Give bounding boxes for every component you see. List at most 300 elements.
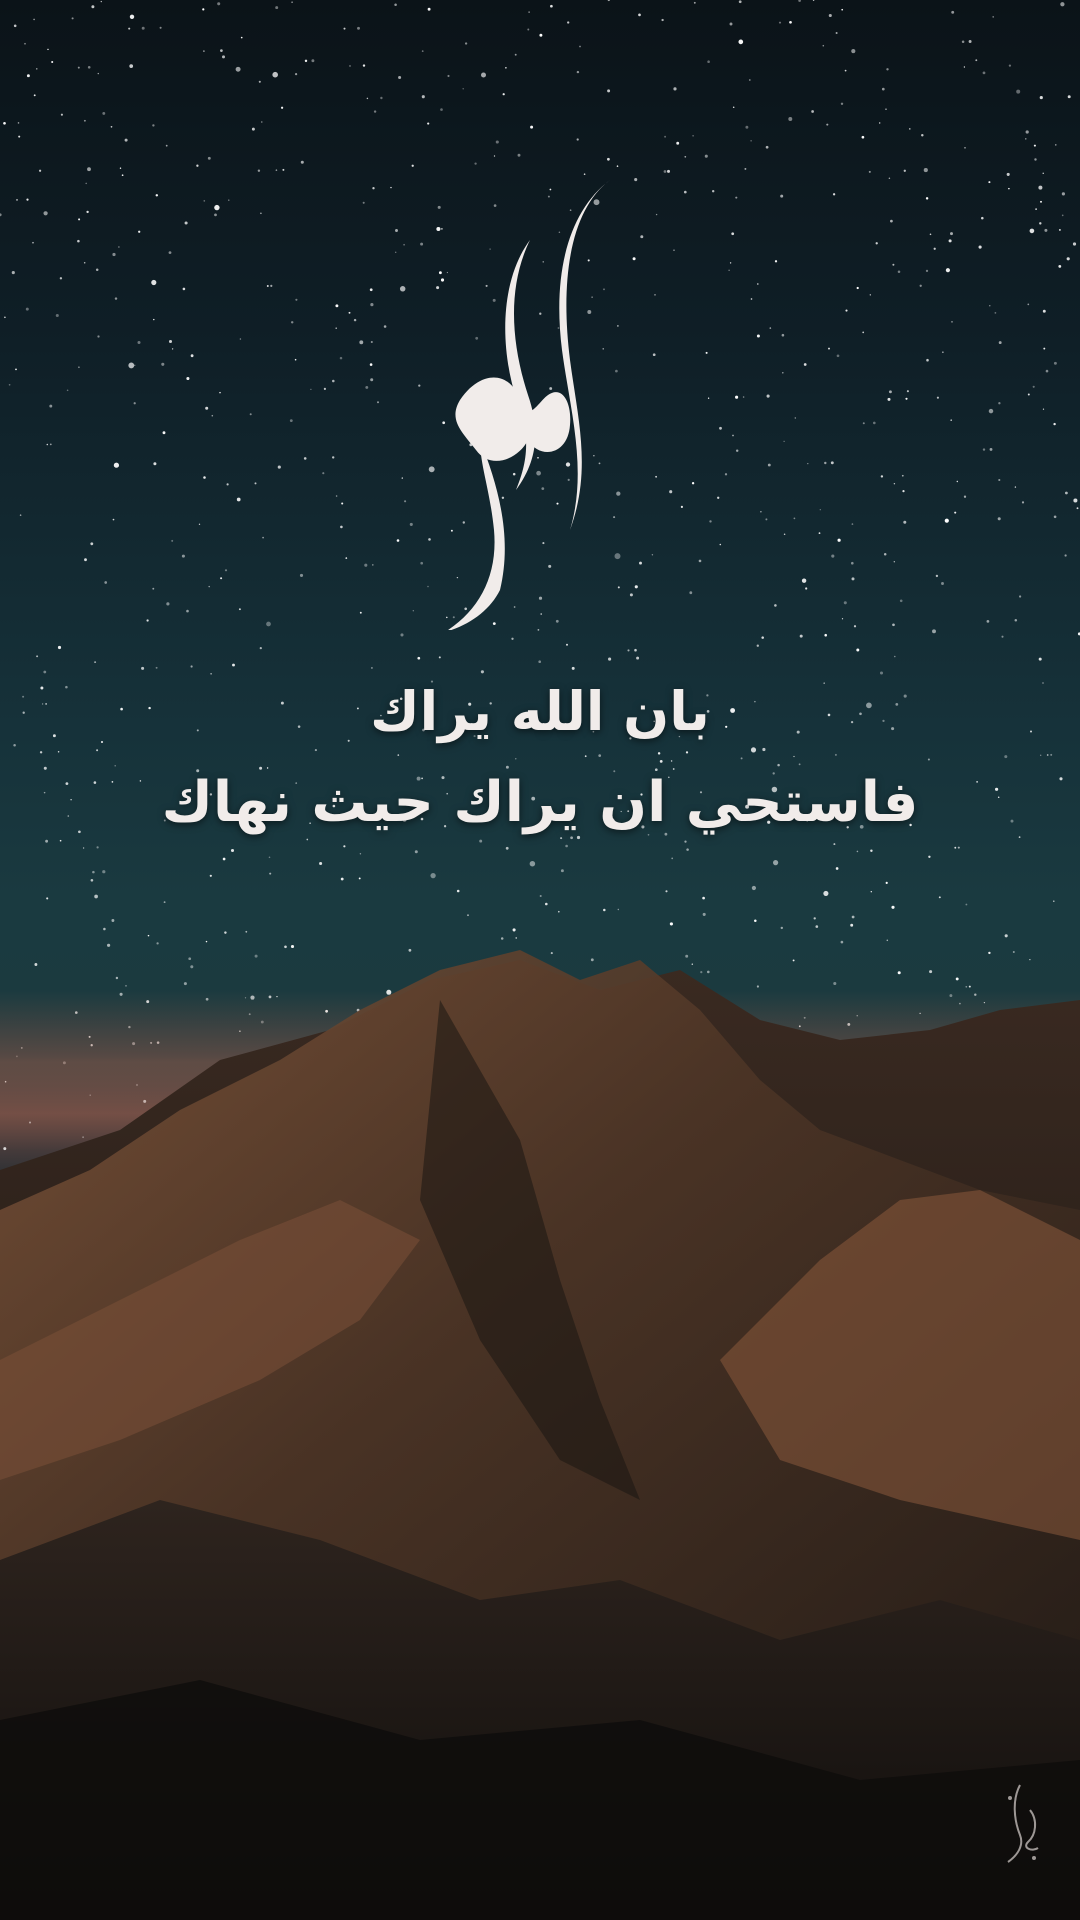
star [607,158,610,161]
star [845,70,847,72]
star [870,850,872,852]
star [306,839,308,841]
star [9,384,11,386]
star [1026,130,1029,133]
star [800,635,803,638]
star [341,502,343,504]
star [67,390,69,392]
star [823,891,828,896]
star [332,380,335,383]
star [51,61,53,63]
star [745,126,748,129]
star [530,126,533,129]
star [804,363,807,366]
star [607,89,610,92]
star [13,744,16,747]
star [692,482,694,484]
star [430,873,435,878]
star [692,135,694,137]
star [636,657,639,660]
star [823,45,825,47]
star [359,877,361,879]
star [27,74,30,77]
star [202,8,204,10]
star [196,165,198,167]
star [836,867,839,870]
star [841,103,843,105]
star [566,644,568,646]
star [94,661,96,663]
star [415,850,418,853]
star [838,539,841,542]
star [560,837,562,839]
star [815,925,818,928]
star [814,917,816,919]
star [770,327,772,329]
star [761,636,764,639]
star [365,386,368,389]
star [384,325,387,328]
star [717,497,719,499]
star [15,369,17,371]
star [413,610,414,611]
star [733,106,735,108]
star [395,252,396,253]
star [684,191,687,194]
star [894,656,896,658]
star [799,763,801,765]
star [14,25,17,28]
star [240,338,242,340]
star [203,200,205,202]
star [707,60,710,63]
star [989,305,990,306]
star [820,509,821,510]
star [153,462,156,465]
star [103,928,106,931]
star [395,229,398,232]
star [807,463,808,464]
star [1055,144,1056,145]
star [608,0,610,1]
star [322,472,324,474]
star [671,858,673,860]
star [705,155,708,158]
star [152,124,154,126]
star [768,464,771,467]
star [231,849,234,852]
star [989,409,993,413]
star [833,193,835,195]
star [802,579,806,583]
star [160,27,162,29]
star [905,398,907,400]
star [151,280,156,285]
star [1062,215,1064,217]
star [161,363,164,366]
star [1053,423,1055,425]
star [852,577,855,580]
star [36,68,37,69]
star [730,23,733,26]
star [784,534,786,536]
star [884,553,887,556]
star [32,242,34,244]
star [335,304,338,307]
star [310,389,311,390]
star [341,878,344,881]
star [227,483,229,485]
star [45,840,48,843]
star [863,422,865,424]
star [998,517,1001,520]
star [1043,173,1044,174]
star [712,190,714,192]
star [1050,754,1052,756]
star [570,836,573,839]
star [267,767,268,768]
star [128,362,134,368]
star [439,656,441,658]
star [765,518,767,520]
star [585,755,587,757]
star [84,120,86,122]
star [220,577,222,579]
star [47,444,49,446]
star [926,270,928,272]
star [166,602,169,605]
star [214,214,217,217]
star [869,171,871,173]
star [658,752,660,754]
star [603,909,606,912]
star [751,298,753,300]
star [134,402,136,404]
star [1034,158,1036,160]
star [169,251,172,254]
star [371,667,373,669]
star [377,401,379,403]
star [237,498,241,502]
star [831,461,834,464]
star [561,869,564,872]
star [856,649,859,652]
star [138,231,140,233]
star [94,895,98,899]
star [340,526,343,529]
star [950,232,953,235]
star [129,64,133,68]
star [669,490,672,493]
star [870,294,871,295]
star [208,157,211,160]
star [1008,188,1010,190]
star [295,299,297,301]
star [998,402,1000,404]
star [224,931,226,933]
star [98,73,99,74]
star [932,629,936,633]
star [101,1,102,2]
star [357,27,360,30]
star [85,183,87,185]
star [87,167,91,171]
quote-line-1: بان الله يراك [370,680,710,743]
star [397,539,400,542]
mountain-range [0,940,1080,1920]
star [750,140,752,142]
star [1035,208,1037,210]
star [744,168,746,170]
star [370,363,373,366]
star [272,72,278,78]
star [370,303,373,306]
star [964,496,966,498]
star [3,122,6,125]
star [1043,310,1046,313]
star [850,924,853,927]
star [638,14,641,17]
star [276,169,278,171]
star [34,94,36,96]
star [114,765,116,767]
star [182,555,185,558]
star [60,840,62,842]
star [111,919,114,922]
star [169,340,172,343]
star [954,512,956,514]
star [203,50,205,52]
star [275,6,278,9]
star [841,9,843,11]
star [1043,409,1044,410]
star [732,435,734,437]
star [886,68,888,70]
star [871,891,872,892]
star [902,490,904,492]
star [417,657,420,660]
star [767,395,770,398]
star [152,588,154,590]
star [1039,222,1041,224]
star [49,405,52,408]
star [403,244,405,246]
star [617,165,619,167]
star [252,128,255,131]
star [703,913,706,916]
star [156,194,158,196]
star [262,537,264,539]
star [788,117,792,121]
star [91,879,94,882]
star [892,623,895,626]
star [735,197,737,199]
star [730,262,731,263]
star [156,667,158,669]
star [813,0,814,1]
star [172,348,173,349]
star [1039,658,1042,661]
star [400,633,403,636]
star [370,288,373,291]
star [951,321,952,322]
star [290,419,293,422]
star [232,664,235,667]
star [186,377,189,380]
star [741,757,743,759]
star [515,937,516,938]
star [889,178,891,180]
star [664,170,667,173]
star [412,165,414,167]
star [1059,229,1061,231]
star [134,365,135,366]
star [904,170,906,172]
star [113,519,115,521]
quote-line-2: فاستحي ان يراك حيث نهاك [161,770,919,835]
star [890,220,893,223]
star [735,396,738,399]
star [928,856,930,858]
star [550,5,553,8]
star [319,862,322,865]
star [921,134,923,136]
star [115,297,117,299]
star [39,170,41,172]
star [879,122,880,123]
star [343,845,345,847]
star [930,234,932,236]
star [894,561,895,562]
star [527,29,529,31]
star [829,14,832,17]
star [183,288,186,291]
star [457,890,460,893]
star [364,564,367,567]
star [295,73,297,75]
star [891,906,894,909]
star [217,2,220,5]
star [780,195,783,198]
star [496,140,499,143]
star [315,749,317,751]
star [1001,636,1003,638]
star [862,136,865,139]
star [278,466,281,469]
star [634,649,637,652]
star [371,341,373,343]
star [835,754,837,756]
star [191,665,193,667]
star [506,766,509,769]
star [577,71,579,73]
star [205,407,208,410]
star [163,431,166,434]
star [137,341,140,344]
star [686,751,688,753]
star [1040,201,1042,203]
star [530,861,536,867]
star [719,427,722,430]
star [1004,755,1007,758]
star [998,479,1000,481]
star [689,591,692,594]
star [359,340,363,344]
star [241,37,243,39]
star [857,851,859,853]
star [540,895,542,897]
star [153,319,154,320]
star [225,569,227,571]
star [1040,755,1041,756]
star [775,260,777,262]
star [1067,257,1070,260]
star [851,49,855,53]
star [936,575,938,577]
star [777,764,780,767]
star [928,758,930,760]
star [26,308,29,311]
star [410,523,413,526]
star [886,882,888,884]
star [148,935,150,937]
star [102,870,105,873]
star [4,316,6,318]
star [462,88,463,89]
star [528,11,529,12]
star [16,199,18,201]
star [854,625,856,627]
star [122,174,124,176]
star [824,462,826,464]
star [84,558,87,561]
star [61,114,63,116]
star [949,239,952,242]
star [18,136,20,138]
star [372,564,374,566]
star [250,413,252,415]
star [402,477,403,478]
star [219,392,221,394]
star [96,846,98,848]
star [794,518,796,520]
star [481,670,484,673]
star [72,17,74,19]
star [354,319,356,321]
star [1040,96,1043,99]
star [736,449,738,451]
star [1007,173,1010,176]
star [374,110,376,112]
star [1073,242,1076,245]
star [881,475,883,477]
star [266,622,271,627]
star [505,67,507,69]
star [1060,2,1064,6]
star [291,1,293,3]
star [762,748,765,751]
star [1054,515,1057,518]
star [909,128,911,130]
star [903,521,906,524]
star [951,11,954,14]
star [983,448,985,450]
star [91,5,94,8]
star [969,40,972,43]
star [1019,595,1021,597]
star [60,277,62,279]
star [738,40,743,45]
